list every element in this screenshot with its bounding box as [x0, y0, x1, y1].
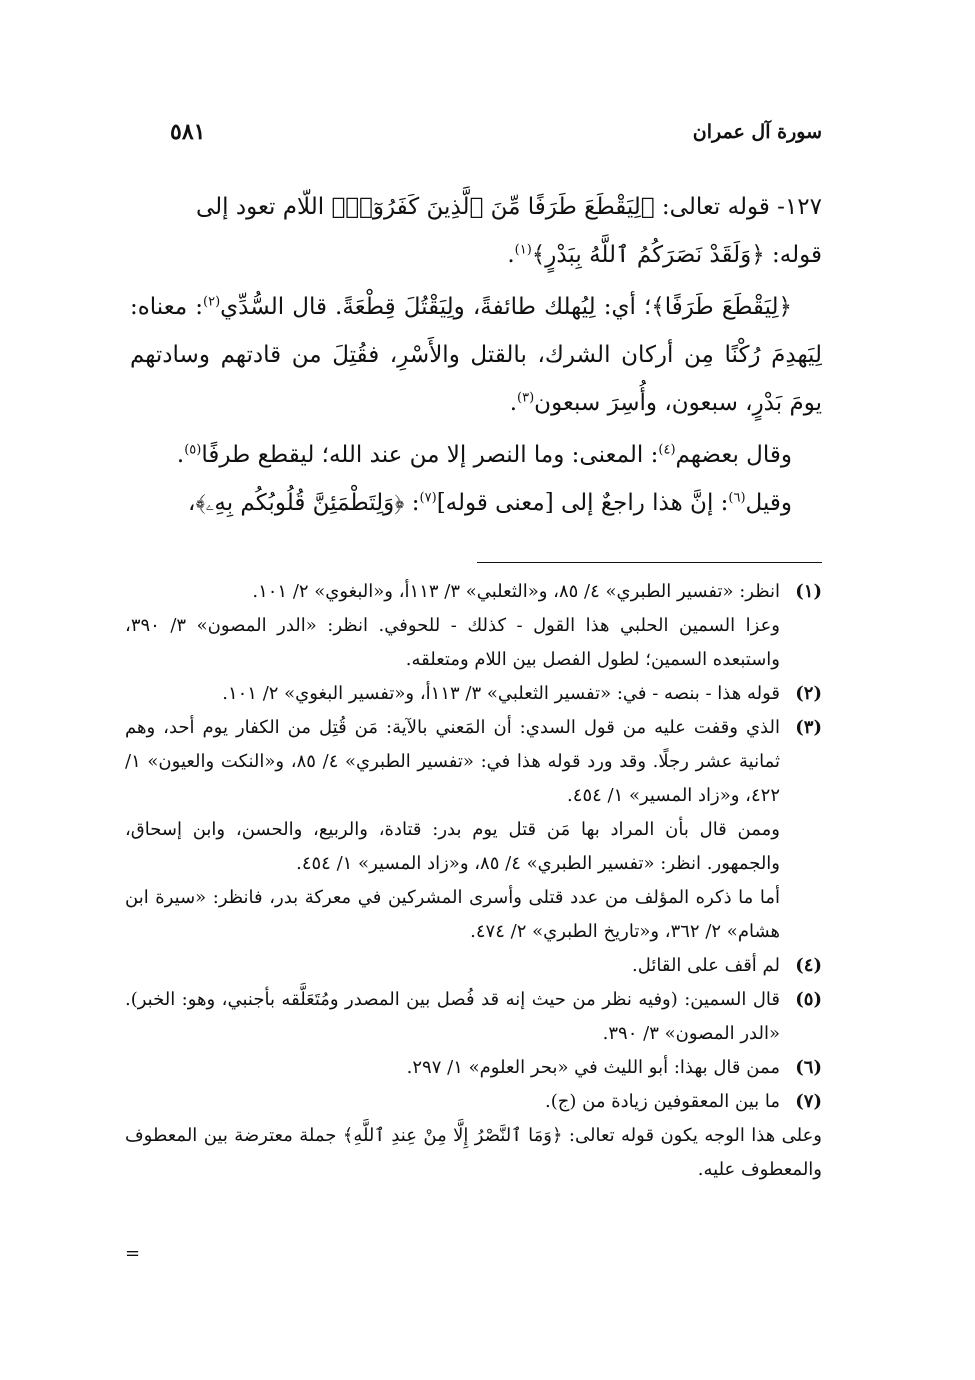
- paragraph-text: : المعنى: وما النصر إلا من عند الله؛ ليقطع طرفًا: [201, 442, 659, 468]
- footnote-number: (٧): [795, 1091, 822, 1112]
- footnotes: [125, 575, 822, 1187]
- page-number: ٥٨١: [170, 119, 206, 145]
- footnote-5: [125, 983, 822, 1051]
- surah-title: سورة آل عمران: [692, 121, 822, 143]
- footnote-text: أما ما ذكره المؤلف من عدد قتلى وأسرى المشركين في معركة بدر، فانظر: «سيرة ابن هشام» ٢/ ٣٦٢، و«تاريخ الطبري» ٢/ ٤٧٤.: [125, 887, 780, 942]
- footnote-ref[interactable]: (٦): [728, 490, 746, 506]
- footnote-ref[interactable]: (٢): [203, 294, 221, 310]
- page-header: [170, 112, 822, 152]
- paragraph-meaning: [130, 283, 822, 427]
- footnote-3: [125, 711, 822, 949]
- paragraph-text: وقيل: [745, 490, 792, 516]
- footnote-ref[interactable]: (٥): [184, 442, 202, 458]
- footnote-text: ممن قال بهذا: أبو الليث في «بحر العلوم» ١/ ٢٩٧.: [406, 1057, 780, 1078]
- continuation-mark: =: [125, 1243, 141, 1264]
- footnote-number: (٢): [795, 683, 822, 704]
- footnote-number: (١): [795, 581, 822, 602]
- footnote-continuation: وعلى هذا الوجه يكون قوله تعالى: ﴿وَمَا ٱلنَّصْرُ إِلَّا مِنْ عِندِ ٱللَّهِ﴾ جملة معترضة بين المعطوف والمعطوف عليه.: [125, 1125, 823, 1180]
- paragraph-line: ١٢٧- قوله تعالى: ﴿لِيَقْطَعَ طَرَفًا مِّنَ ٱلَّذِينَ كَفَرُوٓا۟﴾ اللّام تعود إلى: [195, 194, 822, 220]
- punctuation: .: [509, 390, 518, 416]
- footnote-number: (٣): [795, 717, 822, 738]
- footnote-text: الذي وقفت عليه من قول السدي: أن المَعني بالآية: مَن قُتِل من الكفار يوم أحد، وهم ثمانية عشر رجلًا. وقد ورد قوله هذا في: «تفسير الطبري» ٤/ ٨٥، و«النكت والعيون» ١/ ٤٢٢، و«زاد المسير» ١/ ٤٥٤.: [125, 717, 781, 806]
- paragraph-127: [130, 183, 822, 279]
- paragraph-text: : إنَّ هذا راجعٌ إلى [معنى قوله]: [436, 490, 729, 516]
- footnote-text: وممن قال بأن المراد بها مَن قتل يوم بدر: قتادة، والربيع، والحسن، وابن إسحاق، والجمهور. انظر: «تفسير الطبري» ٤/ ٨٥، و«زاد المسير» ١/ ٤٥٤.: [125, 819, 780, 874]
- footnote-text: قال السمين: (وفيه نظر من حيث إنه قد فُصل بين المصدر ومُتَعَلَّقه بأجنبي، وهو: الخبر). «الدر المصون» ٣/ ٣٩٠.: [125, 989, 780, 1044]
- footnote-text: لم أقف على القائل.: [631, 955, 780, 976]
- footnote-ref[interactable]: (٧): [419, 490, 437, 506]
- footnote-text: وعزا السمين الحلبي هذا القول - كذلك - للحوفي. انظر: «الدر المصون» ٣/ ٣٩٠، واستبعده السمين؛ لطول الفصل بين اللام ومتعلقه.: [125, 615, 780, 670]
- footnote-number: (٦): [795, 1057, 822, 1078]
- paragraph-said: [130, 479, 822, 527]
- footnote-4: [125, 949, 822, 983]
- footnote-divider: [477, 562, 822, 563]
- paragraph-others: [130, 431, 822, 479]
- footnote-6: [125, 1051, 822, 1085]
- footnote-text: قوله هذا - بنصه - في: «تفسير الثعلبي» ٣/ ١١٣أ، و«تفسير البغوي» ٢/ ١٠١.: [222, 683, 780, 704]
- footnote-text: ما بين المعقوفين زيادة من (ج).: [545, 1091, 780, 1112]
- punctuation: .: [176, 442, 185, 468]
- paragraph-text: : معناه: لِيَهدِمَ رُكْنًا مِن أركان الشرك، بالقتل والأَسْرِ، فقُتِلَ من قادتهم وسادتهم يومَ بَدْرٍ، سبعون، وأُسِرَ سبعون: [130, 294, 822, 416]
- footnote-7: [125, 1085, 822, 1119]
- footnote-1: [125, 575, 822, 677]
- footnote-text: انظر: «تفسير الطبري» ٤/ ٨٥، و«الثعلبي» ٣/ ١١٣أ، و«البغوي» ٢/ ١٠١.: [252, 581, 780, 602]
- footnote-ref[interactable]: (٣): [517, 390, 535, 406]
- paragraph-text: وقال بعضهم: [675, 442, 792, 468]
- footnote-2: [125, 677, 822, 711]
- footnote-ref[interactable]: (١): [514, 242, 532, 258]
- footnote-number: (٤): [795, 955, 822, 976]
- paragraph-text: : ﴿وَلِتَطْمَئِنَّ قُلُوبُكُم بِهِۦ﴾،: [188, 490, 420, 516]
- footnote-ref[interactable]: (٤): [658, 442, 676, 458]
- paragraph-line: قوله: ﴿وَلَقَدْ نَصَرَكُمُ ٱللَّهُ بِبَدْرٍ﴾: [531, 242, 822, 268]
- punctuation: .: [507, 242, 515, 268]
- main-text: [130, 183, 822, 527]
- footnote-number: (٥): [795, 989, 822, 1010]
- paragraph-text: ﴿لِيَقْطَعَ طَرَفًا﴾؛ أي: لِيُهلك طائفةً، ولِيَقْتُلَ قِطْعَةً. قال السُّدِّي: [220, 294, 792, 320]
